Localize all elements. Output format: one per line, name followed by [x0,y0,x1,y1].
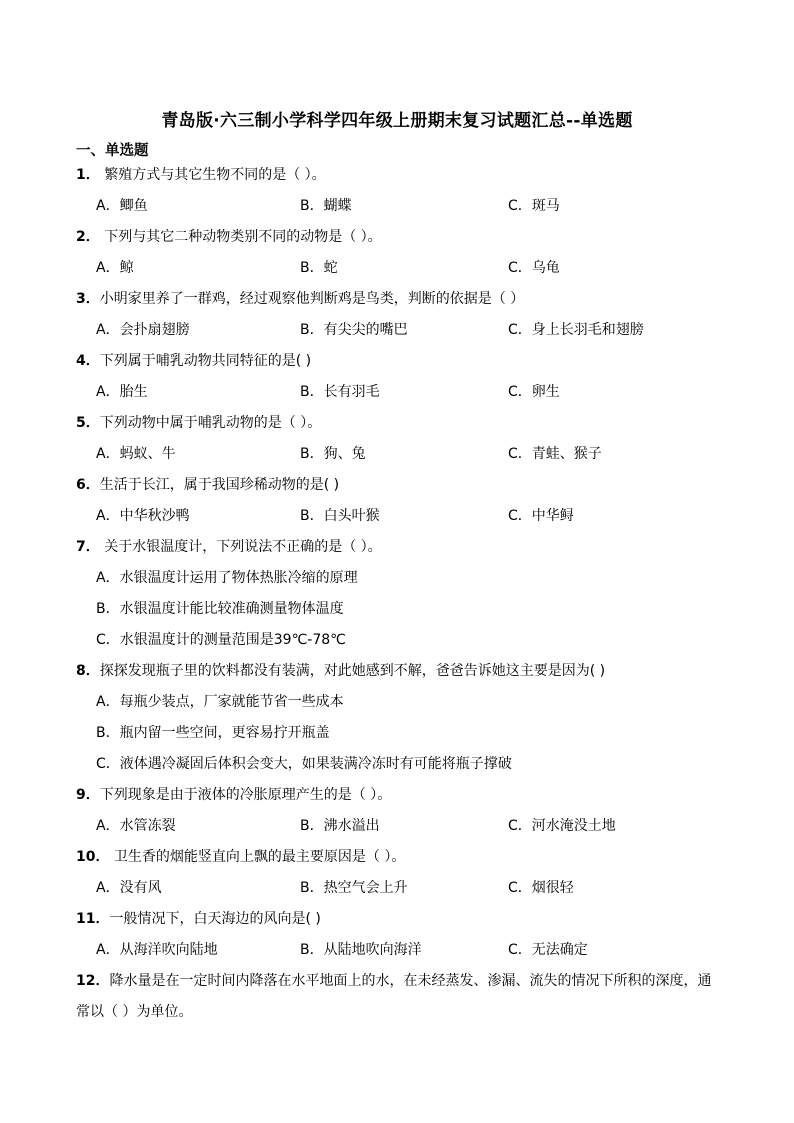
question-number: 4． [76,353,100,369]
option-c: C．水银温度计的测量范围是39℃-78℃ [96,632,346,648]
question-3 [76,284,716,346]
question-number: 5． [76,415,100,431]
option-b: B．狗、兔 [300,446,366,462]
question-text: 卫生香的烟能竖直向上飘的最主要原因是（ ）。 [109,849,406,865]
option-b: B．从陆地吹向海洋 [300,942,422,958]
question-8 [76,656,716,780]
option-b: B．有尖尖的嘴巴 [300,322,408,338]
option-a: A．鲫鱼 [96,198,148,214]
option-b: B．热空气会上升 [300,880,408,896]
question-text: 探探发现瓶子里的饮料都没有装满，对此她感到不解，爸爸告诉她这主要是因为( ) [99,663,606,679]
question-text: 下列与其它二种动物类别不同的动物是（ ）。 [99,229,382,245]
question-number: 6． [76,477,100,493]
option-b: B．水银温度计能比较准确测量物体温度 [96,601,344,617]
question-11 [76,904,716,966]
option-b: B．蛇 [300,260,338,276]
option-a: A．水银温度计运用了物体热胀冷缩的原理 [96,570,358,586]
option-b: B．沸水溢出 [300,818,380,834]
option-b: B．瓶内留一些空间，更容易拧开瓶盖 [96,725,330,741]
option-a: A．会扑扇翅膀 [96,322,190,338]
question-list [76,160,716,1028]
option-a: A．每瓶少装点，厂家就能节省一些成本 [96,694,344,710]
option-c: C．中华鲟 [508,508,574,524]
question-text: 繁殖方式与其它生物不同的是（ ）。 [99,167,326,183]
question-2 [76,222,716,284]
question-number: 1． [76,167,100,183]
option-a: A．中华秋沙鸭 [96,508,190,524]
question-1 [76,160,716,222]
question-5 [76,408,716,470]
question-text: 关于水银温度计，下列说法不正确的是（ ）。 [99,539,382,555]
question-text: 下列属于哺乳动物共同特征的是( ) [99,353,312,369]
option-c: C．无法确定 [508,942,588,958]
question-number: 12． [76,973,110,989]
section-heading: 一、单选题 [76,143,149,159]
option-a: A．胎生 [96,384,148,400]
question-10 [76,842,716,904]
question-12 [76,966,716,1028]
question-text: 降水量是在一定时间内降落在水平地面上的水，在未经蒸发、渗漏、流失的情况下所积的深度，通常以（ ）为单位。 [76,973,712,1020]
question-text: 下列动物中属于哺乳动物的是（ ）。 [99,415,322,431]
question-text: 下列现象是由于液体的冷胀原理产生的是（ ）。 [99,787,392,803]
option-c: C．身上长羽毛和翅膀 [508,322,644,338]
question-4 [76,346,716,408]
option-b: B．白头叶猴 [300,508,380,524]
option-c: C．卵生 [508,384,560,400]
question-number: 7． [76,539,100,555]
option-c: C．青蛙、猴子 [508,446,602,462]
option-a: A．从海洋吹向陆地 [96,942,218,958]
option-c: C．斑马 [508,198,560,214]
question-text: 小明家里养了一群鸡，经过观察他判断鸡是鸟类，判断的依据是（ ） [99,291,525,307]
option-c: C．乌龟 [508,260,560,276]
option-a: A．蚂蚁、牛 [96,446,176,462]
option-a: A．没有风 [96,880,162,896]
option-b: B．蝴蝶 [300,198,352,214]
question-text: 生活于长江，属于我国珍稀动物的是( ) [99,477,340,493]
option-a: A．鲸 [96,260,134,276]
option-c: C．液体遇冷凝固后体积会变大，如果装满冷冻时有可能将瓶子撑破 [96,756,512,772]
option-c: C．烟很轻 [508,880,574,896]
question-9 [76,780,716,842]
question-text: 一般情况下，白天海边的风向是( ) [109,911,321,927]
question-number: 10． [76,849,110,865]
question-number: 9． [76,787,100,803]
option-b: B．长有羽毛 [300,384,380,400]
question-number: 11． [76,911,110,927]
question-number: 3． [76,291,100,307]
question-number: 2． [76,229,100,245]
page-title: 青岛版·六三制小学科学四年级上册期末复习试题汇总--单选题 [161,111,633,131]
question-7 [76,532,716,656]
option-a: A．水管冻裂 [96,818,176,834]
question-number: 8． [76,663,100,679]
option-c: C．河水淹没土地 [508,818,616,834]
question-6 [76,470,716,532]
